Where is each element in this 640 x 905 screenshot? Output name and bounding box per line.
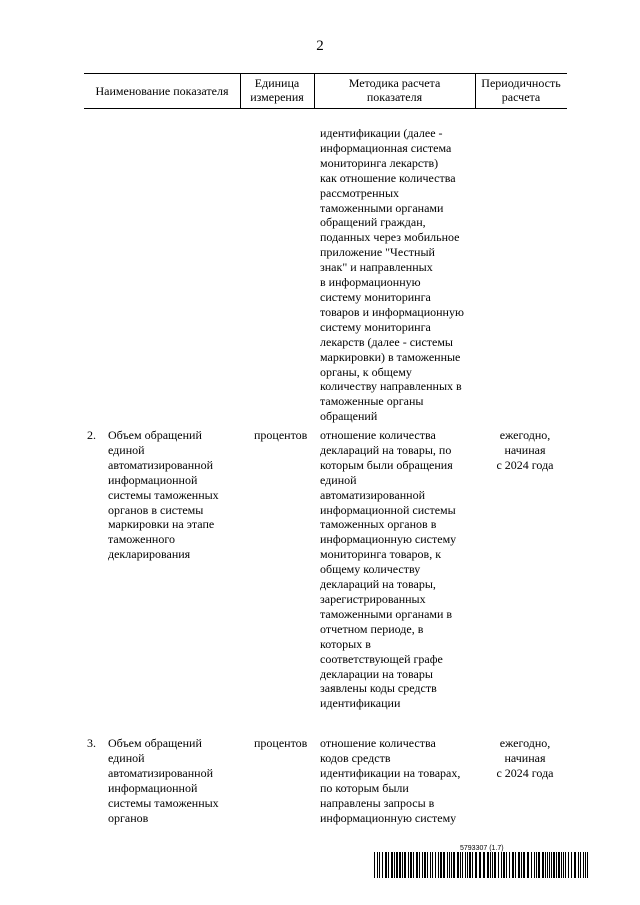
text-line: единой bbox=[108, 442, 145, 457]
text-line: поданных через мобильное bbox=[320, 230, 460, 245]
text-line: направлены запросы в bbox=[320, 795, 435, 810]
text-line: органы, к общему bbox=[320, 364, 412, 379]
text-line: маркировки на этапе bbox=[108, 517, 215, 532]
text-line: по которым были bbox=[320, 780, 409, 795]
unit: процентов bbox=[254, 428, 308, 442]
text-line: отношение количества bbox=[320, 428, 436, 442]
row-number: 3. bbox=[87, 736, 96, 750]
text-line: обращений граждан, bbox=[320, 215, 426, 230]
text-line: информационную систему bbox=[320, 810, 457, 825]
text-line: начиная bbox=[504, 750, 546, 765]
header-method: Методика расчета показателя bbox=[348, 76, 441, 104]
text-line: систему мониторинга bbox=[320, 289, 431, 304]
text-line: систему мониторинга bbox=[320, 319, 431, 334]
text-line: органов bbox=[108, 810, 149, 825]
table-header bbox=[84, 73, 567, 109]
text-line: заявлены коды средств bbox=[320, 681, 437, 696]
unit: процентов bbox=[254, 736, 308, 750]
text-line: системы таможенных bbox=[108, 795, 219, 810]
text-line: соответствующей графе bbox=[320, 651, 443, 666]
text-line: количеству направленных в bbox=[320, 379, 462, 394]
text-line: автоматизированной bbox=[108, 765, 214, 780]
text-line: приложение "Честный bbox=[320, 245, 435, 260]
barcode-code: 5793307 (1.7) bbox=[460, 845, 504, 852]
text-line: в информационную bbox=[320, 275, 421, 290]
text-line: идентификации bbox=[320, 696, 401, 711]
text-line: декларирования bbox=[108, 547, 191, 562]
text-line: деклараций на товары, bbox=[320, 577, 436, 592]
text-line: таможенными органами в bbox=[320, 606, 453, 621]
text-line: обращений bbox=[320, 409, 378, 424]
method-text bbox=[320, 428, 485, 711]
text-line: информационной bbox=[108, 780, 198, 795]
text-line: информационной bbox=[108, 472, 198, 487]
text-line: Объем обращений bbox=[108, 428, 202, 442]
text-line: кодов средств bbox=[320, 750, 391, 765]
row-number: 2. bbox=[87, 428, 96, 442]
text-line: декларации на товары bbox=[320, 666, 433, 681]
text-line: идентификации на товарах, bbox=[320, 765, 461, 780]
text-line: как отношение количества bbox=[320, 170, 456, 185]
text-line: лекарств (далее - системы bbox=[320, 334, 453, 349]
text-line: товаров и информационную bbox=[320, 304, 464, 319]
text-line: Объем обращений bbox=[108, 736, 202, 750]
text-line: которым были обращения bbox=[320, 457, 453, 472]
header-indicator-name: Наименование показателя bbox=[95, 84, 229, 98]
text-line: с 2024 года bbox=[496, 457, 554, 472]
text-line: системы таможенных bbox=[108, 487, 219, 502]
text-line: мониторинга товаров, к bbox=[320, 547, 442, 562]
text-line: таможенных органов в bbox=[320, 517, 437, 532]
text-line: таможенные органы bbox=[320, 394, 424, 409]
text-line: которых в bbox=[320, 636, 371, 651]
text-line: информационная система bbox=[320, 140, 452, 155]
text-line: единой bbox=[320, 472, 357, 487]
text-line: зарегистрированных bbox=[320, 591, 426, 606]
periodicity bbox=[480, 428, 570, 473]
text-line: отчетном периоде, в bbox=[320, 621, 424, 636]
text-line: информационной системы bbox=[320, 502, 456, 517]
text-line: с 2024 года bbox=[496, 765, 554, 780]
text-line: мониторинга лекарств) bbox=[320, 155, 439, 170]
text-line: ежегодно, bbox=[499, 428, 551, 442]
text-line: таможенного bbox=[108, 532, 175, 547]
text-line: рассмотренных bbox=[320, 185, 400, 200]
text-line: деклараций на товары, по bbox=[320, 442, 452, 457]
method-text bbox=[320, 736, 485, 825]
text-line: автоматизированной bbox=[320, 487, 426, 502]
header-unit: Единица измерения bbox=[250, 76, 304, 104]
text-line: маркировки) в таможенные bbox=[320, 349, 461, 364]
text-line: информационную систему bbox=[320, 532, 457, 547]
header-periodicity: Периодичность расчета bbox=[481, 76, 561, 104]
continuation-text bbox=[320, 126, 485, 424]
text-line: автоматизированной bbox=[108, 457, 214, 472]
text-line: единой bbox=[108, 750, 145, 765]
periodicity bbox=[480, 736, 570, 781]
text-line: знак" и направленных bbox=[320, 260, 433, 275]
text-line: органов в системы bbox=[108, 502, 204, 517]
page-number: 2 bbox=[316, 38, 324, 54]
indicator-name bbox=[108, 736, 248, 825]
text-line: идентификации (далее - bbox=[320, 126, 443, 140]
text-line: таможенными органами bbox=[320, 200, 444, 215]
text-line: общему количеству bbox=[320, 562, 421, 577]
text-line: отношение количества bbox=[320, 736, 436, 750]
indicator-name bbox=[108, 428, 248, 562]
text-line: ежегодно, bbox=[499, 736, 551, 750]
text-line: начиная bbox=[504, 442, 546, 457]
barcode-image bbox=[374, 852, 590, 878]
